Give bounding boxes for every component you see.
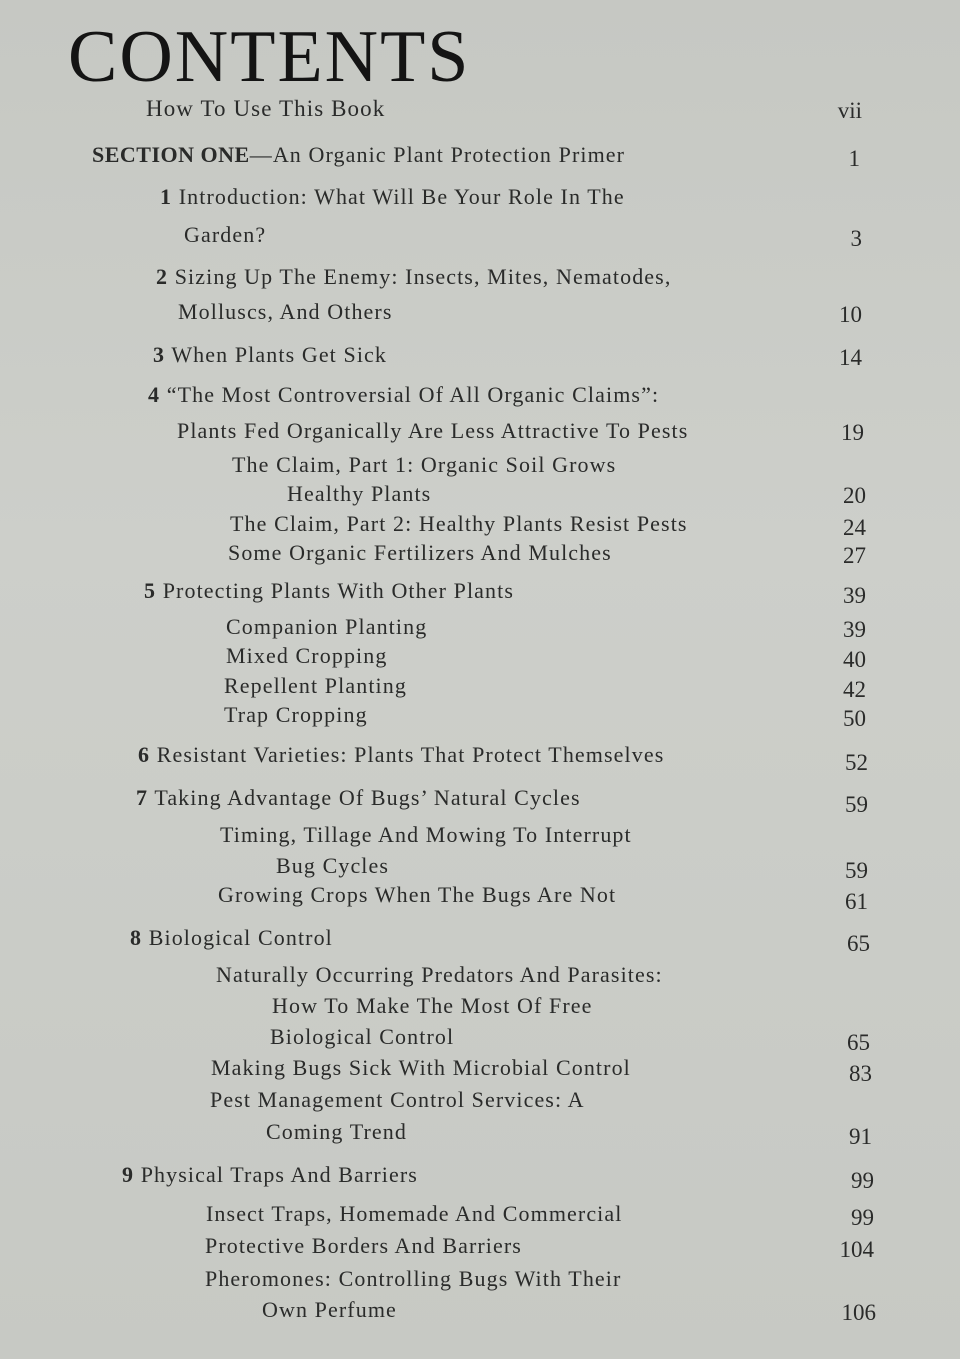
chapter-number: 6 bbox=[138, 742, 151, 767]
chapter-7-title bbox=[136, 785, 581, 811]
subentry-page: 59 bbox=[845, 858, 868, 883]
subentry-page: 42 bbox=[843, 677, 866, 702]
subentry-title-line: Pest Management Control Services: A bbox=[210, 1087, 585, 1112]
contents-heading: CONTENTS bbox=[68, 16, 471, 98]
subentry-page: 99 bbox=[851, 1205, 874, 1230]
section-one-label: SECTION ONE bbox=[92, 142, 250, 167]
chapter-number: 7 bbox=[136, 785, 149, 810]
chapter-number: 5 bbox=[144, 578, 157, 603]
chapter-7-page: 59 bbox=[845, 792, 868, 817]
chapter-number: 4 bbox=[148, 382, 161, 407]
chapter-title-line: Taking Advantage Of Bugs’ Natural Cycles bbox=[154, 785, 581, 810]
subentry-title-line: Protective Borders And Barriers bbox=[205, 1233, 522, 1258]
subentry-page: 39 bbox=[843, 617, 866, 642]
chapter-number: 2 bbox=[156, 264, 169, 289]
chapter-number: 3 bbox=[153, 342, 166, 367]
subentry-page: 106 bbox=[841, 1300, 876, 1325]
subentry-page: 24 bbox=[843, 515, 866, 540]
chapter-title-line: Plants Fed Organically Are Less Attractive To Pests bbox=[177, 418, 689, 443]
chapter-title-line: Sizing Up The Enemy: Insects, Mites, Nematodes, bbox=[174, 264, 672, 289]
subentry-title-line: Mixed Cropping bbox=[226, 643, 388, 668]
chapter-1-page: 3 bbox=[850, 226, 862, 251]
chapter-8-page: 65 bbox=[847, 931, 870, 956]
subentry-page: 83 bbox=[849, 1061, 872, 1086]
chapter-3-title bbox=[153, 342, 387, 368]
subentry-page: 91 bbox=[849, 1124, 872, 1149]
chapter-title-line: Garden? bbox=[184, 222, 267, 247]
subentry-page: 50 bbox=[843, 706, 866, 731]
subentry-title-line: Timing, Tillage And Mowing To Interrupt bbox=[220, 822, 632, 847]
chapter-title-line: Protecting Plants With Other Plants bbox=[162, 578, 515, 603]
chapter-4-title bbox=[148, 382, 659, 408]
section-one-subtitle: —An Organic Plant Protection Primer bbox=[249, 142, 626, 167]
subentry-page: 104 bbox=[839, 1237, 874, 1262]
subentry-title-line: Trap Cropping bbox=[224, 702, 368, 727]
chapter-6-page: 52 bbox=[845, 750, 868, 775]
chapter-title-line: Biological Control bbox=[148, 925, 333, 950]
section-one-page: 1 bbox=[848, 146, 860, 171]
chapter-2-title bbox=[156, 264, 671, 290]
subentry-title-line: Coming Trend bbox=[266, 1119, 407, 1144]
chapter-title-line: When Plants Get Sick bbox=[171, 342, 388, 367]
toc-entry-preface-title: How To Use This Book bbox=[146, 96, 386, 121]
subentry-title-line: Making Bugs Sick With Microbial Control bbox=[211, 1055, 631, 1080]
subentry-page: 20 bbox=[843, 483, 866, 508]
subentry-title-line: Naturally Occurring Predators And Parasites: bbox=[216, 962, 663, 987]
subentry-title-line: Growing Crops When The Bugs Are Not bbox=[218, 882, 617, 907]
subentry-page: 27 bbox=[843, 543, 866, 568]
subentry-page: 61 bbox=[845, 889, 868, 914]
subentry-title-line: Healthy Plants bbox=[287, 481, 432, 506]
subentry-page: 65 bbox=[847, 1030, 870, 1055]
chapter-number: 1 bbox=[160, 184, 173, 209]
chapter-8-title bbox=[130, 925, 333, 951]
chapter-title-line: Introduction: What Will Be Your Role In The bbox=[178, 184, 625, 209]
subentry-title-line: Bug Cycles bbox=[276, 853, 390, 878]
subentry-title-line: The Claim, Part 1: Organic Soil Grows bbox=[232, 452, 617, 477]
chapter-9-page: 99 bbox=[851, 1168, 874, 1193]
subentry-title-line: Biological Control bbox=[270, 1024, 455, 1049]
toc-entry-preface-page: vii bbox=[837, 98, 862, 123]
chapter-title-line: “The Most Controversial Of All Organic Claims”: bbox=[166, 382, 660, 407]
chapter-6-title bbox=[138, 742, 664, 768]
subentry-page: 40 bbox=[843, 647, 866, 672]
subentry-title-line: The Claim, Part 2: Healthy Plants Resist Pests bbox=[230, 511, 688, 536]
subentry-title-line: Some Organic Fertilizers And Mulches bbox=[228, 540, 612, 565]
chapter-5-page: 39 bbox=[843, 583, 866, 608]
chapter-4-page: 19 bbox=[841, 420, 864, 445]
subentry-title-line: How To Make The Most Of Free bbox=[272, 993, 593, 1018]
chapter-3-page: 14 bbox=[839, 345, 862, 370]
chapter-9-title bbox=[122, 1162, 418, 1188]
chapter-title-line: Physical Traps And Barriers bbox=[140, 1162, 418, 1187]
chapter-2-page: 10 bbox=[839, 302, 862, 327]
chapter-title-line: Resistant Varieties: Plants That Protect Themselves bbox=[156, 742, 665, 767]
section-one-heading bbox=[92, 142, 625, 168]
chapter-5-title bbox=[144, 578, 514, 604]
subentry-title-line: Own Perfume bbox=[262, 1297, 397, 1322]
chapter-number: 8 bbox=[130, 925, 143, 950]
subentry-title-line: Pheromones: Controlling Bugs With Their bbox=[205, 1266, 622, 1291]
subentry-title-line: Repellent Planting bbox=[224, 673, 407, 698]
subentry-title-line: Insect Traps, Homemade And Commercial bbox=[206, 1201, 623, 1226]
chapter-title-line: Molluscs, And Others bbox=[178, 299, 393, 324]
chapter-1-title bbox=[160, 184, 625, 210]
subentry-title-line: Companion Planting bbox=[226, 614, 428, 639]
chapter-number: 9 bbox=[122, 1162, 135, 1187]
